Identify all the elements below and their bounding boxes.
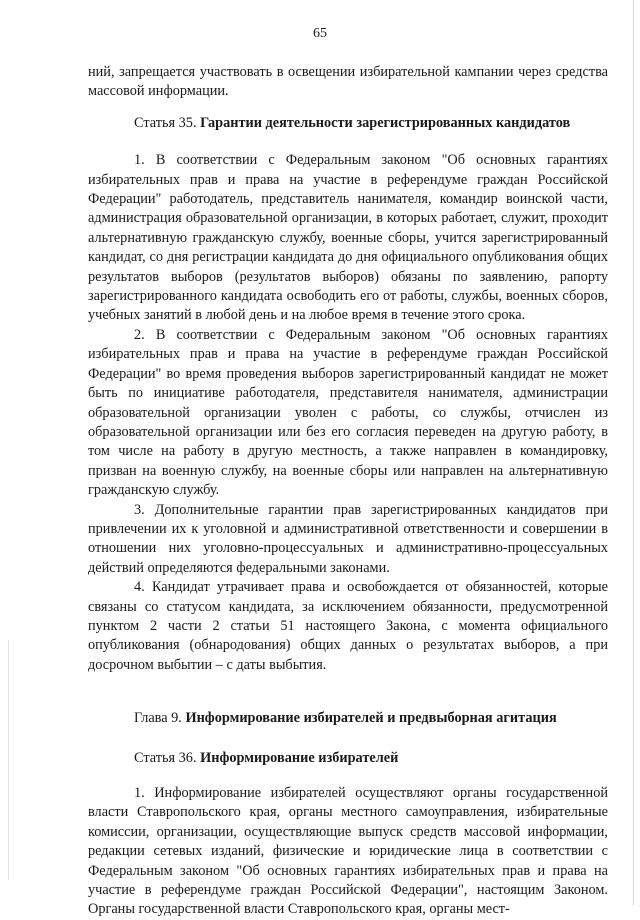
chapter-9-title: Информирование избирателей и предвыборная агитация bbox=[185, 710, 557, 727]
intro-paragraph: ний, запрещается участвовать в освещении избирательной кампании через средства массовой информации. bbox=[88, 64, 608, 100]
chapter-9-heading bbox=[88, 709, 608, 728]
article-35-paragraph-2: 2. В соответствии с Федеральным законом "Об основных гарантиях избирательных прав и права на участие в референдуме граждан Российской Федерации" во время проведения выборов зарегистрированный кандидат не может быть по инициативе работодателя, представителя нанимателя, администрации образовательной организации уволен с работы, со службы, отчислен из образовательной организации или без его согласия переведен на другую работу, в том числе на работу в другую местность, а также направлен в командировку, призван на военную службу, на военные сборы или направлен на альтернативную гражданскую службу. bbox=[88, 326, 608, 499]
scan-edge-line bbox=[633, 0, 634, 905]
chapter-9-prefix: Глава 9. bbox=[134, 710, 182, 727]
article-36-title: Информирование избирателей bbox=[200, 749, 399, 766]
article-35-prefix: Статья 35. bbox=[134, 114, 197, 131]
article-36-heading bbox=[88, 749, 608, 768]
article-36-prefix: Статья 36. bbox=[134, 749, 197, 766]
article-36-paragraph-1: 1. Информирование избирателей осуществляют органы государственной власти Ставропольского края, органы местного самоуправления, избирательные комиссии, организации, осуществляющие выпуск средств массовой информации, редакции сетевых изданий, физические и юридические лица в соответствии с Федеральным законом "Об основных гарантиях избирательных прав и права на участие в референдуме граждан Российской Федерации", настоящим Законом. Органы государственной власти Ставропольского края, органы мест- bbox=[88, 785, 608, 918]
article-35-paragraph-3: 3. Дополнительные гарантии прав зарегистрированных кандидатов при привлечении их к уголовной и административной ответственности и совершении в отношении них уголовно-процессуальных и административно-процессуальных действий определяются федеральными законами. bbox=[88, 501, 608, 576]
page-number: 65 bbox=[313, 26, 327, 41]
scan-edge-line-left bbox=[8, 640, 9, 880]
article-35-paragraph-4: 4. Кандидат утрачивает права и освобождается от обязанностей, которые связаны со статусом кандидата, за исключением обязанности, предусмотренной пунктом 2 части 2 статьи 51 настоящего Закона, с момента официального опубликования (обнародования) общих данных о результатах выборов, а при досрочном выбытии – с даты выбытия. bbox=[88, 579, 608, 673]
article-35-heading bbox=[88, 114, 608, 133]
article-35-title: Гарантии деятельности зарегистрированных кандидатов bbox=[200, 114, 571, 131]
article-35-paragraph-1: 1. В соответствии с Федеральным законом "Об основных гарантиях избирательных прав и права на участие в референдуме граждан Российской Федерации" работодатель, представитель нанимателя, командир воинской части, администрация образовательной организации, в которых работает, служит, проходит альтернативную гражданскую службу, военные сборы, учится зарегистрированный кандидат, со дня регистрации кандидата до дня официального опубликования общих результатов выборов (результатов выборов) обязаны по заявлению, рапорту зарегистрированного кандидата освободить его от работы, службы, военных сборов, учебных занятий в любой день и на любое время в течение этого срока. bbox=[88, 152, 608, 324]
page-content bbox=[88, 63, 608, 920]
